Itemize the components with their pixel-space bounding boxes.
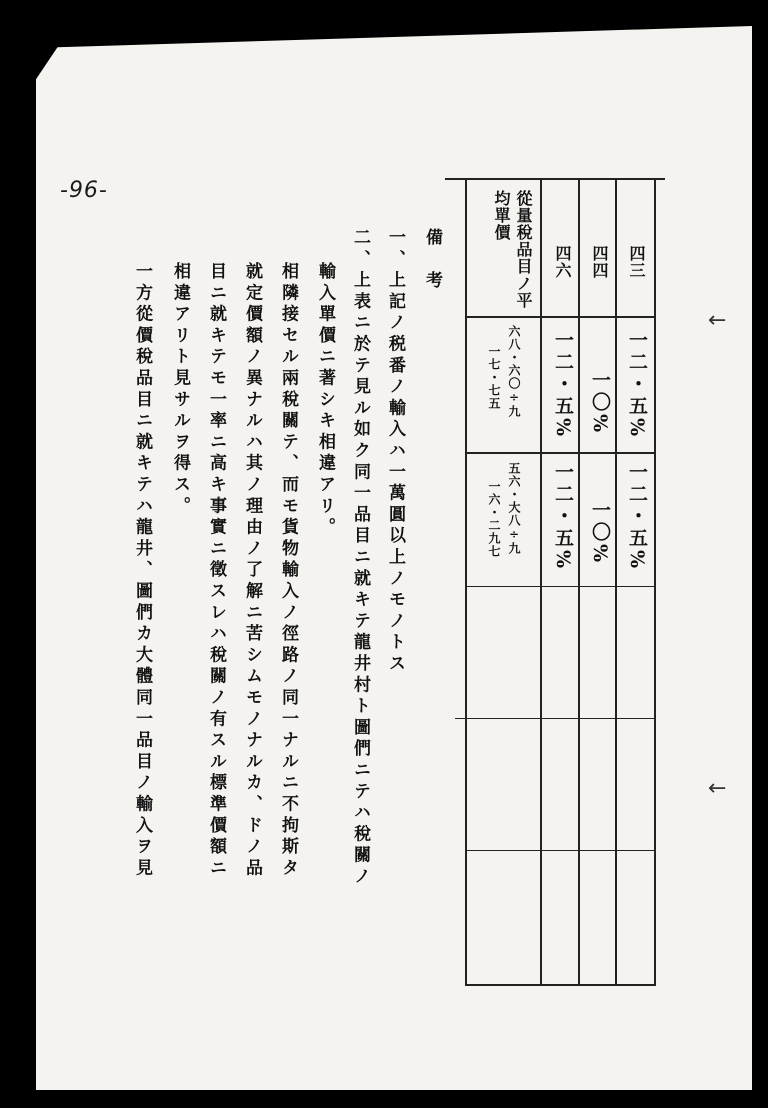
table-col-rule bbox=[615, 178, 617, 986]
note-line: 就定價額ノ異ナルハ其ノ理由ノ了解ニ苦シムモノナルカ、ドノ品 bbox=[242, 262, 262, 880]
note-line: 目ニ就キテモ一率ニ高キ事實ニ徵スレハ稅關ノ有スル標準價額ニ bbox=[206, 262, 226, 880]
unit-price-main: 五六・大八÷九 bbox=[507, 462, 521, 555]
note-line: 相違アリト見サルヲ得ス。 bbox=[170, 262, 190, 518]
unit-price-sub: 一六・二九七 bbox=[487, 480, 501, 558]
table-top-rule bbox=[445, 178, 665, 180]
table-column-header: 四三 bbox=[627, 245, 646, 279]
table-column-header: 四六 bbox=[553, 245, 572, 279]
table-column-header: 四四 bbox=[590, 245, 609, 279]
note-line: 一、上記ノ税番ノ輸入ハ一萬圓以上ノモノトス bbox=[385, 228, 405, 676]
table-row-rule bbox=[465, 586, 655, 587]
note-line: 相隣接セル兩稅關テ、而モ貨物輸入ノ徑路ノ同一ナルニ不拘斯タ bbox=[278, 262, 298, 880]
table-row-rule bbox=[465, 850, 655, 851]
note-line: 二、上表ニ於テ見ル如ク同一品目ニ就キテ龍井村ト圖們ニテハ稅關ノ bbox=[350, 228, 370, 889]
unit-price-main: 六八・六〇÷九 bbox=[507, 325, 521, 418]
table-row-rule bbox=[465, 452, 655, 454]
scan-mark: ← bbox=[708, 776, 727, 801]
table-left-rule bbox=[465, 178, 467, 986]
table-cell: 一二・五% bbox=[552, 330, 574, 440]
table-cell: 一〇% bbox=[589, 500, 611, 566]
table-col-rule bbox=[578, 178, 580, 986]
table-row-rule bbox=[455, 718, 655, 719]
table-right-rule bbox=[654, 178, 656, 986]
table-row-rule bbox=[465, 316, 655, 318]
table-cell: 一二・五% bbox=[626, 462, 648, 572]
table-header: 從量稅品目ノ平均單價 bbox=[492, 190, 533, 309]
scan-mark: ← bbox=[708, 308, 727, 333]
note-line: 一方從價稅品目ニ就キテハ龍井、圖們カ大體同一品目ノ輸入ヲ見 bbox=[132, 262, 152, 880]
table-cell: 一〇% bbox=[589, 370, 611, 436]
table-cell: 一二・五% bbox=[552, 462, 574, 572]
table-col-rule bbox=[540, 178, 542, 986]
table-bottom-rule bbox=[465, 984, 655, 986]
note-line: 輸入單價ニ著シキ相違アリ。 bbox=[315, 262, 335, 539]
table-cell: 一二・五% bbox=[626, 330, 648, 440]
remarks-heading: 備 考 bbox=[422, 228, 442, 298]
page-number: -96- bbox=[60, 178, 108, 203]
unit-price-sub: 一七・七五 bbox=[487, 345, 501, 410]
